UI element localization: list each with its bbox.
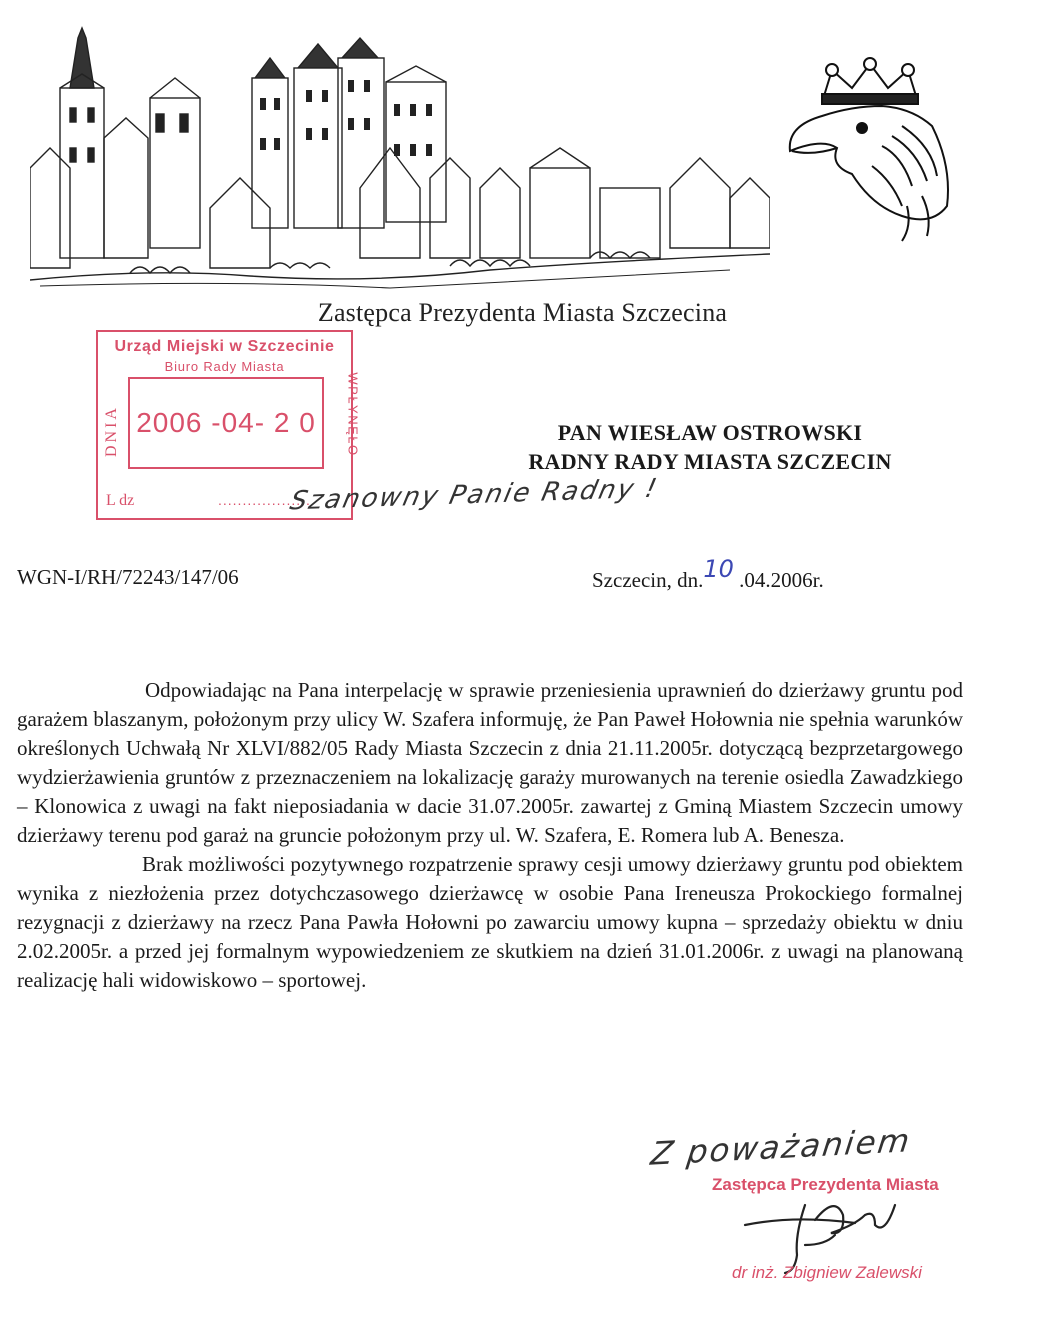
body-paragraph-1: Odpowiadając na Pana interpelację w sprawie przeniesienia uprawnień do dzierżawy gruntu pod garażem blaszanym, położonym przy ulicy W. Szafera informuję, że Pan Paweł Hołownia nie spełnia warunków określonych Uchwałą Nr XLVI/882/05 Rady Miasta Szczecin z dnia 21.11.2005r. dotyczącą bezprzetargowego wydzierżawienia gruntów z przeznaczeniem na lokalizację garaży murowanych na terenie osiedla Zawadzkiego – Klonowica z uwagi na fakt nieposiadania w dacie 31.07.2005r. zawartej z Gminą Miastem Szczecin umowy dzierżawy terenu pod garaż na gruncie położonym przy ul. W. Szafera, E. Romera lub A. Benesza. <box>17 678 963 847</box>
stamp-date-box <box>128 377 324 469</box>
stamp-side-left: DNIA <box>103 405 120 457</box>
reference-number: WGN-I/RH/72243/147/06 <box>17 565 239 589</box>
stamp-office: Urząd Miejski w Szczecinie <box>114 338 335 355</box>
stamp-ldz-label: L dz <box>106 492 135 509</box>
handwritten-regards: Z poważaniem <box>648 1121 914 1173</box>
stamp-side-right: WPŁYNĘŁO <box>345 372 361 457</box>
addressee-role: RADNY RADY MIASTA SZCZECIN <box>528 449 892 474</box>
addressee-name: PAN WIESŁAW OSTROWSKI <box>557 420 863 445</box>
stamp-department: Biuro Rady Miasta <box>164 359 285 374</box>
city-skyline-illustration <box>30 18 770 290</box>
letter-body <box>17 676 963 995</box>
letterhead-title: Zastępca Prezydenta Miasta Szczecina <box>317 298 728 327</box>
signature-name: dr inż. Zbigniew Zalewski <box>732 1263 922 1282</box>
date-day-handwritten: 10 <box>703 555 734 583</box>
date-prefix: Szczecin, dn. <box>592 568 704 592</box>
handwritten-greeting: Szanowny Panie Radny ! <box>287 473 662 517</box>
signature-title: Zastępca Prezydenta Miasta <box>712 1175 939 1194</box>
body-paragraph-2: Brak możliwości pozytywnego rozpatrzenie sprawy cesji umowy dzierżawy gruntu pod obiektem wynika z niezłożenia przez dotychczasowego dzierżawcę w osobie Pana Ireneusza Prokockiego formalnej rezygnacji z dzierżawy na rzecz Pana Pawła Hołowni po zawarciu umowy kupna – sprzedaży obiektu w dniu 2.02.2005r. a przed jej formalnym wypowiedzeniem ze skutkiem na dzień 31.01.2006r. z uwagi na planowaną realizację hali widowiskowo – sportowej. <box>17 852 963 992</box>
addressee <box>440 418 980 476</box>
date-line <box>592 555 824 593</box>
date-suffix: .04.2006r. <box>739 568 824 592</box>
griffin-crest-icon <box>782 56 957 246</box>
stamp-date: 2006 -04- 2 0 <box>136 407 316 438</box>
stamp-dots: ................... <box>218 492 311 508</box>
